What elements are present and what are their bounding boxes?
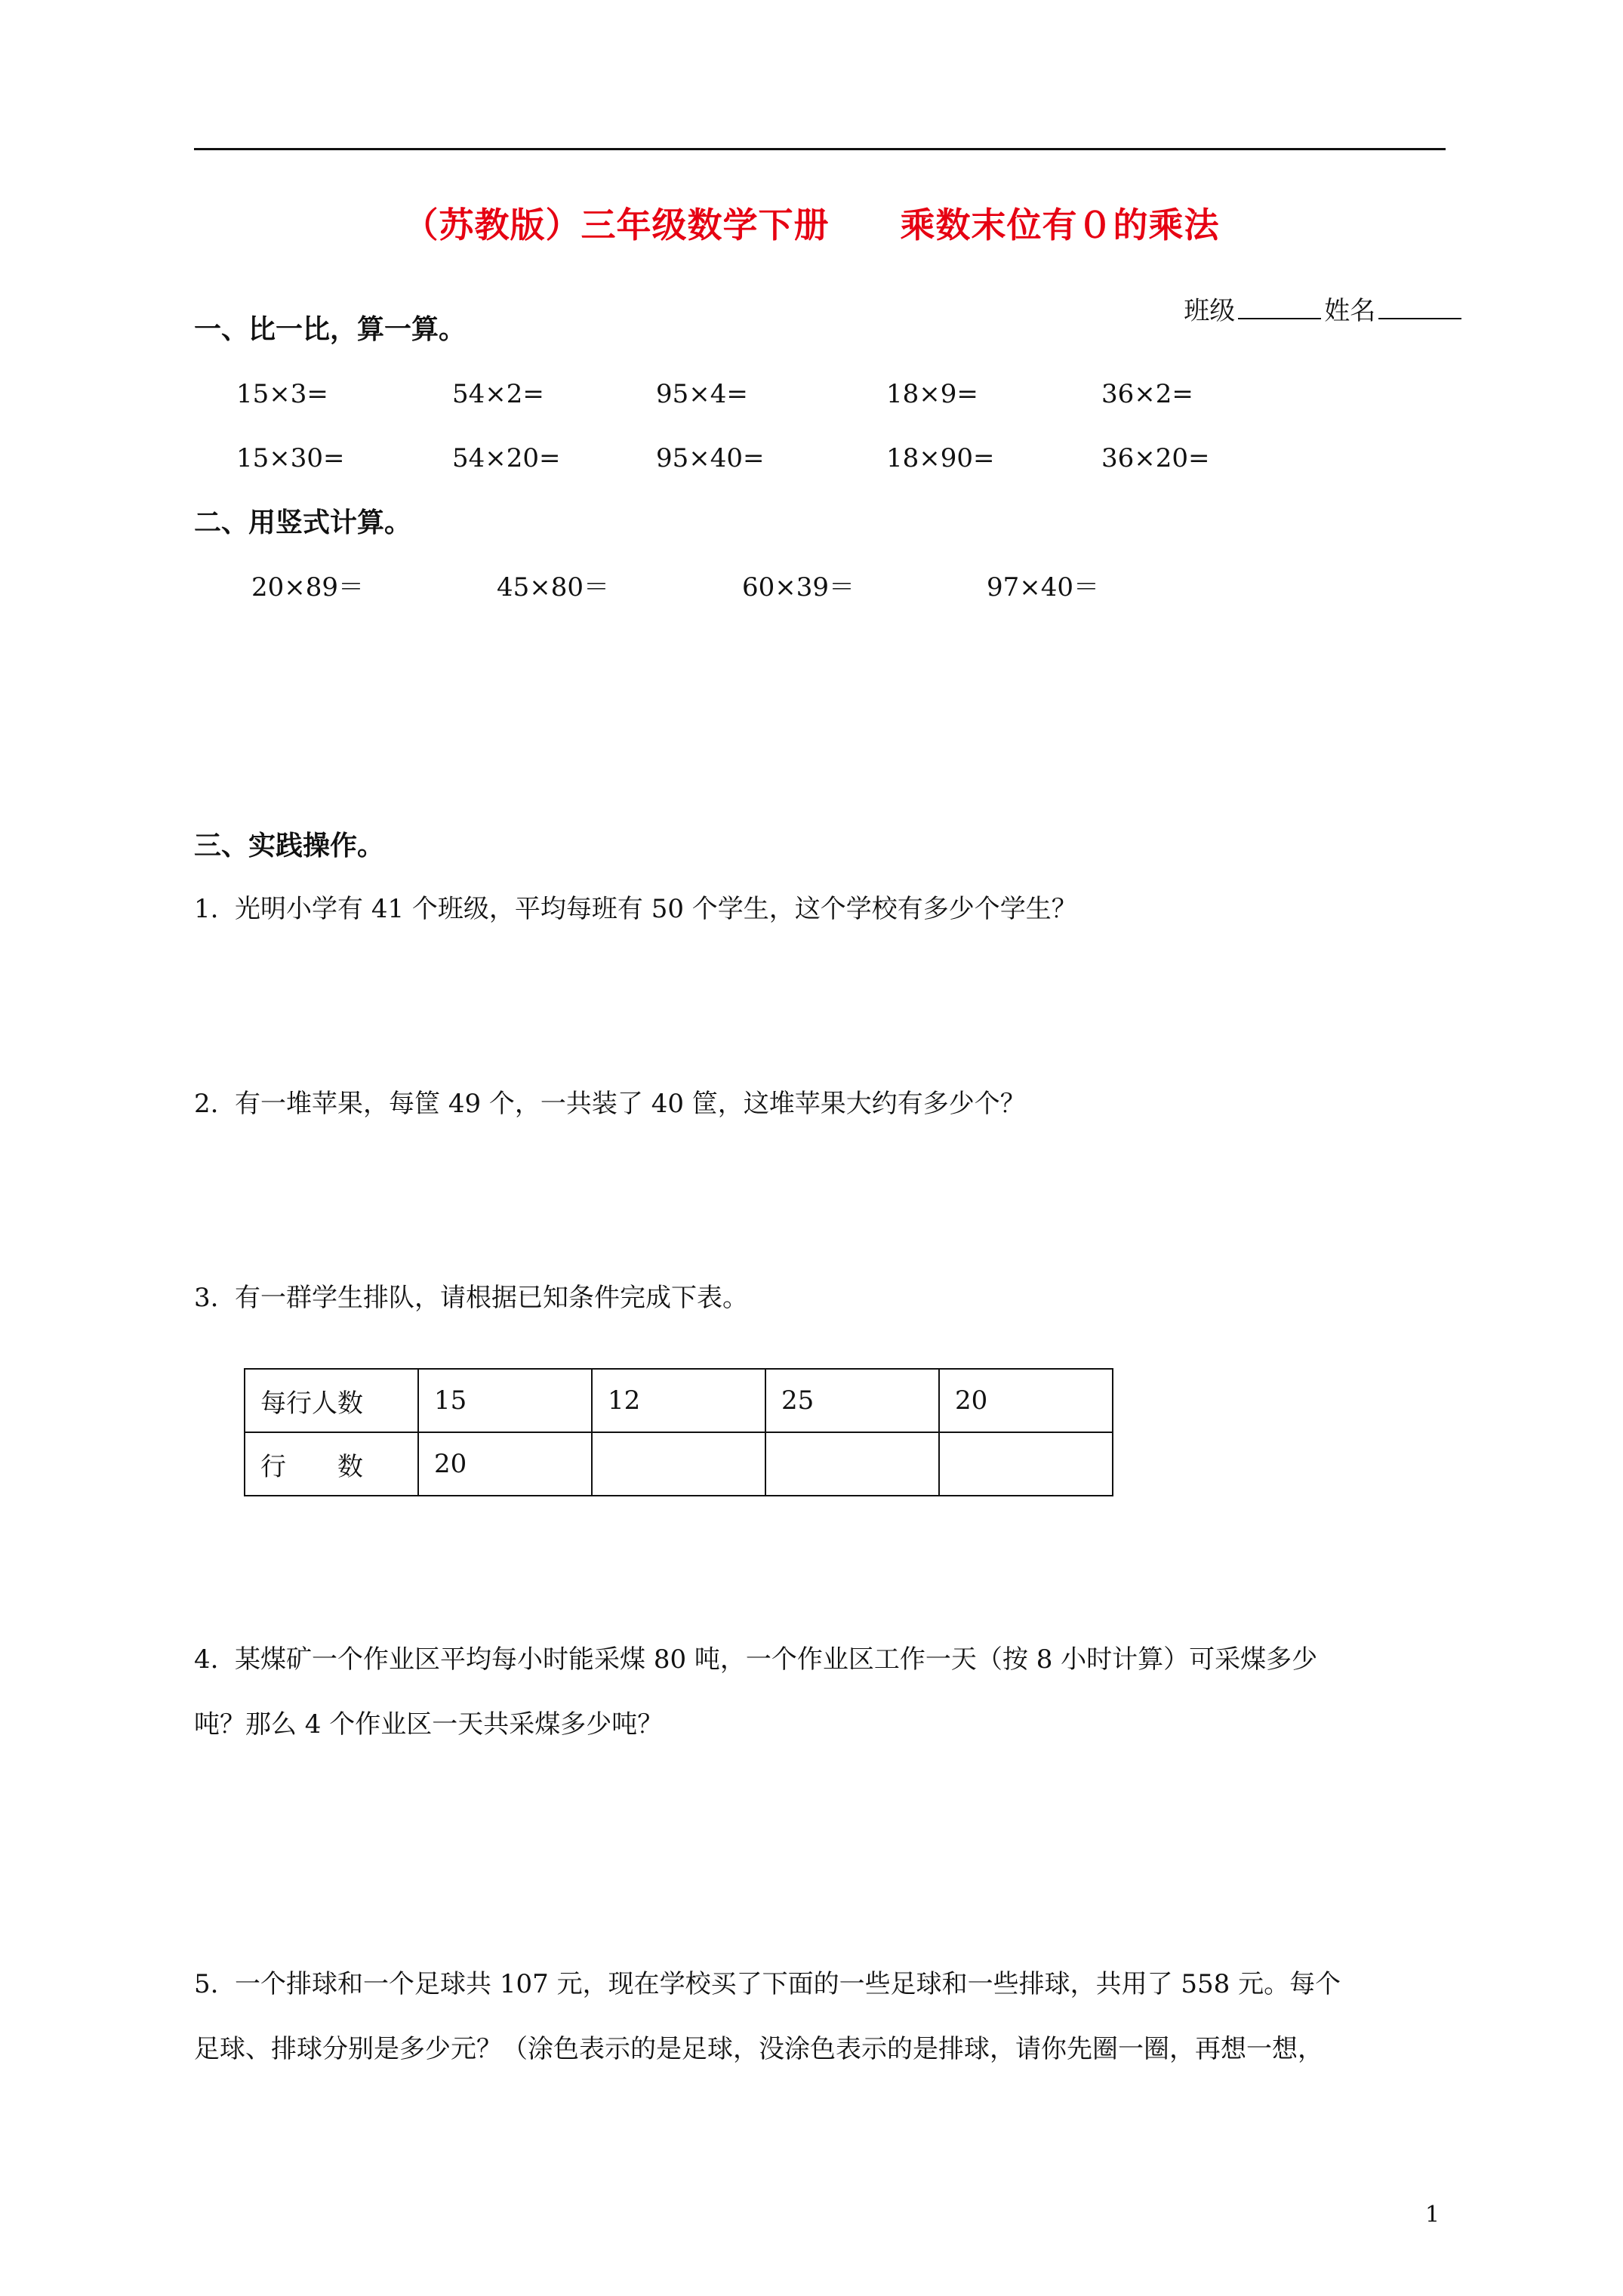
s1-r1-c5: 36×2= <box>1101 379 1193 409</box>
table-cell: 25 <box>765 1369 939 1432</box>
question-3: 3. 有一群学生排队，请根据已知条件完成下表。 <box>194 1283 749 1313</box>
question-5-line-1: 5. 一个排球和一个足球共 107 元，现在学校买了下面的一些足球和一些排球，共用了 558 元。每个 <box>194 1969 1341 1999</box>
table-cell-answer[interactable] <box>765 1432 939 1496</box>
page-number: 1 <box>1425 2202 1440 2228</box>
name-blank[interactable] <box>1378 295 1461 319</box>
s1-r2-c3: 95×40= <box>656 443 765 473</box>
table-cell: 15 <box>418 1369 592 1432</box>
s1-r1-c4: 18×9= <box>886 379 978 409</box>
question-5-line-2: 足球、排球分别是多少元？（涂色表示的是足球，没涂色表示的是排球，请你先圈一圈，再想一想， <box>194 2034 1323 2064</box>
worksheet-title: （苏教版）三年级数学下册 乘数末位有０的乘法 <box>403 205 1220 245</box>
section2-heading: 二、用竖式计算。 <box>194 507 412 538</box>
s1-r2-c4: 18×90= <box>886 443 995 473</box>
question-1: 1. 光明小学有 41 个班级，平均每班有 50 个学生，这个学校有多少个学生？ <box>194 894 1077 924</box>
table-cell-answer[interactable] <box>939 1432 1113 1496</box>
s1-r1-c2: 54×2= <box>452 379 544 409</box>
class-label: 班级 <box>1184 296 1236 326</box>
section3-heading: 三、实践操作。 <box>194 830 385 861</box>
question-4-line-1: 4. 某煤矿一个作业区平均每小时能采煤 80 吨，一个作业区工作一天（按 8 小时计算）可采煤多少 <box>194 1644 1318 1675</box>
s1-r1-c3: 95×4= <box>656 379 748 409</box>
table-cell: 20 <box>418 1432 592 1496</box>
table-cell: 20 <box>939 1369 1113 1432</box>
s1-r2-c1: 15×30= <box>236 443 345 473</box>
s1-r2-c2: 54×20= <box>452 443 561 473</box>
header-rule <box>194 148 1446 150</box>
table-cell-header: 每行人数 <box>245 1369 418 1432</box>
class-blank[interactable] <box>1238 295 1321 319</box>
name-label: 姓名 <box>1324 296 1376 326</box>
table-cell: 12 <box>592 1369 765 1432</box>
s2-item-3: 60×39＝ <box>742 572 855 603</box>
queue-table <box>244 1368 1113 1496</box>
s2-item-2: 45×80＝ <box>497 572 610 603</box>
table-cell-answer[interactable] <box>592 1432 765 1496</box>
table-cell-header: 行 数 <box>245 1432 418 1496</box>
s1-r2-c5: 36×20= <box>1101 443 1210 473</box>
s1-r1-c1: 15×3= <box>236 379 328 409</box>
question-4-line-2: 吨？那么 4 个作业区一天共采煤多少吨？ <box>194 1709 664 1740</box>
table-row <box>245 1369 1113 1432</box>
question-2: 2. 有一堆苹果，每筐 49 个，一共装了 40 筐，这堆苹果大约有多少个？ <box>194 1089 1026 1119</box>
section1-heading: 一、比一比，算一算。 <box>194 313 467 345</box>
class-name-line <box>1151 261 1464 361</box>
s2-item-4: 97×40＝ <box>987 572 1100 603</box>
s2-item-1: 20×89＝ <box>251 572 365 603</box>
table-row <box>245 1432 1113 1496</box>
